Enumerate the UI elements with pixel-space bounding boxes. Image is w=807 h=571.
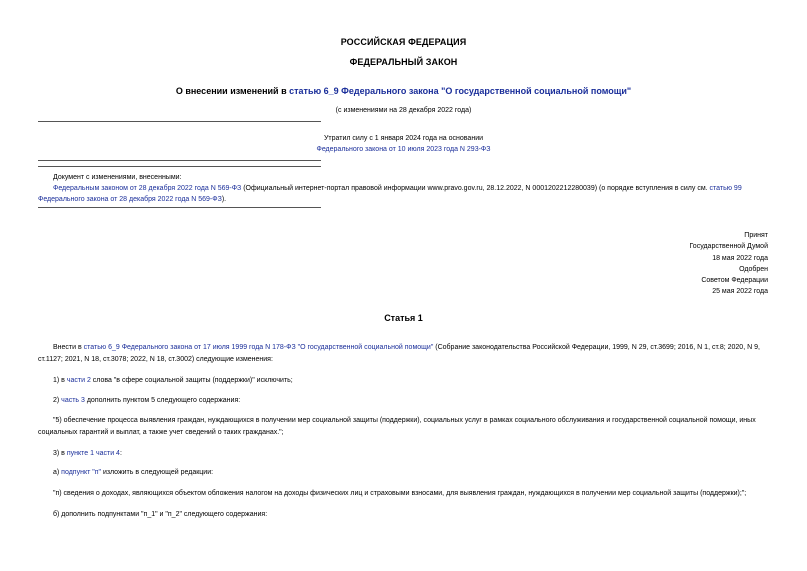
law-title-link[interactable]: статью 6_9 Федерального закона "О государственной социальной помощи" xyxy=(289,86,632,96)
item-3a: а) подпункт "п" изложить в следующей редакции: xyxy=(53,469,214,476)
repeal-law-link[interactable]: Федерального закона от 10 июля 2023 года N 293-ФЗ xyxy=(316,146,491,153)
amended-by-source: (Официальный интернет-портал правовой информации www.pravo.gov.ru, 28.12.2022, N 0001202212280039) (о порядке вступления в силу см. xyxy=(241,185,710,192)
divider xyxy=(38,207,321,208)
amended-by-heading: Документ с изменениями, внесенными: xyxy=(53,174,182,181)
adoption-block xyxy=(689,230,768,298)
divider xyxy=(38,166,321,167)
law-title-prefix: О внесении изменений в xyxy=(175,86,290,96)
item-3b: б) дополнить подпунктами "п_1" и "п_2" следующего содержания: xyxy=(53,511,268,518)
amended-by-end: ). xyxy=(221,196,227,203)
article-heading: Статья 1 xyxy=(384,313,423,323)
item-3a-quote: "п) сведения о доходах, являющихся объектом обложения налогом на доходы физических лиц и страховыми взносами, для выявления граждан, нуждающихся в получении мер социальной защиты (поддержки);"; xyxy=(53,490,747,497)
item-2-quote: "5) обеспечение процесса выявления граждан, нуждающихся в получении мер социальной защиты (поддержки), социальных услуг в рамках социального обслуживания и государственной социальной помощи, иных социальных гарантий и выплат, а также учет сведений о таких гражданах."; xyxy=(38,417,756,436)
divider xyxy=(38,121,321,122)
entry-into-force-link[interactable]: статью 99 Федерального закона от 28 декабря 2022 года N 569-ФЗ xyxy=(38,185,742,203)
item-3: 3) в пункте 1 части 4: xyxy=(53,450,122,457)
duma-label: Государственной Думой xyxy=(689,243,768,251)
amended-by-text xyxy=(38,183,772,205)
item-1: 1) в части 2 слова "в сфере социальной защиты (поддержки)" исключить; xyxy=(53,377,293,384)
amending-law-link[interactable]: Федеральным законом от 28 декабря 2022 года N 569-ФЗ xyxy=(53,185,242,192)
duma-date: 18 мая 2022 года xyxy=(712,254,768,262)
item-2: 2) часть 3 дополнить пунктом 5 следующего содержания: xyxy=(53,397,241,404)
law-title xyxy=(0,86,807,96)
law-type-heading: ФЕДЕРАЛЬНЫЙ ЗАКОН xyxy=(349,57,458,67)
amended-article-link[interactable]: статью 6_9 Федерального закона от 17 июля 1999 года N 178-ФЗ "О государственной социальной помощи" xyxy=(83,344,434,351)
council-label: Советом Федерации xyxy=(701,277,768,285)
amendments-note: (с изменениями на 28 декабря 2022 года) xyxy=(335,107,472,114)
accepted-label: Принят xyxy=(744,232,768,239)
article-intro: Внести в статью 6_9 Федерального закона от 17 июля 1999 года N 178-ФЗ "О государственной социальной помощи" (Собрание законодательства Российской Федерации, 1999, N 29, ст.3699; 2016, N 1, ст.8; 2020, N 9, ст.1127; 2021, N 18, ст.3078; 2022, N 18, ст.3002) следующие изменения: xyxy=(38,344,760,363)
approved-label: Одобрен xyxy=(739,265,768,273)
part-3-link[interactable]: часть 3 xyxy=(61,397,85,404)
validity-line: Утратил силу с 1 января 2024 года на основании xyxy=(323,135,484,142)
divider xyxy=(38,160,321,161)
part-2-link[interactable]: части 2 xyxy=(66,377,91,384)
country-heading: РОССИЙСКАЯ ФЕДЕРАЦИЯ xyxy=(340,37,467,47)
part-4-item-1-link[interactable]: пункте 1 части 4 xyxy=(66,450,120,457)
subitem-p-link[interactable]: подпункт "п" xyxy=(61,469,101,476)
council-date: 25 мая 2022 года xyxy=(712,288,768,296)
